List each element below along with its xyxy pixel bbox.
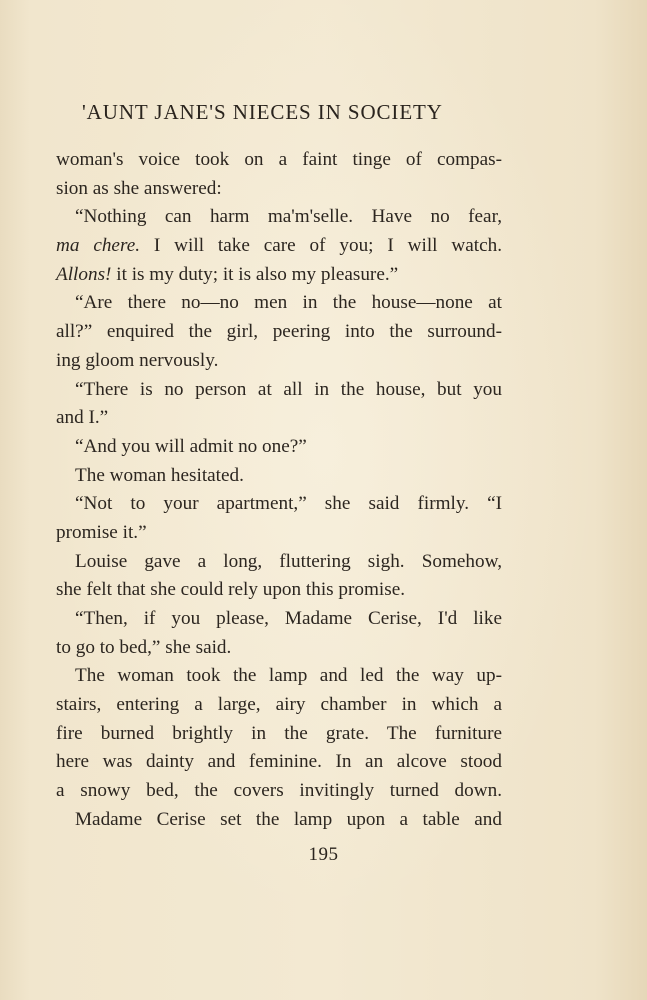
text-line: “Are there no—no men in the house—none at (75, 292, 502, 314)
text-line: woman's voice took on a faint tinge of compas- (56, 149, 502, 170)
text-line: here was dainty and feminine. In an alcove stood (56, 751, 502, 773)
text-line (56, 232, 502, 261)
text-line: and I.” (56, 407, 109, 429)
text-line: Madame Cerise set the lamp upon a table and (75, 808, 502, 830)
text-line: “Not to your apartment,” she said firmly. “I (75, 493, 502, 515)
text-line: “Nothing can harm ma'm'selle. Have no fear, (75, 206, 502, 228)
body-text (56, 146, 502, 835)
text-run: it is my duty; it is also my pleasure.” (111, 263, 399, 285)
text-line: to go to bed,” she said. (56, 636, 232, 658)
text-line: ing gloom nervously. (56, 349, 219, 371)
italic-text: ma chere. (56, 235, 141, 257)
text-line: “Then, if you please, Madame Cerise, I'd like (75, 608, 502, 629)
text-line: The woman hesitated. (75, 464, 244, 486)
text-line: all?” enquired the girl, peering into the surround- (56, 321, 502, 343)
text-run: I will take care of you; I will watch. (140, 235, 502, 257)
text-line: “And you will admit no one?” (75, 435, 307, 457)
text-line: promise it.” (56, 521, 147, 543)
text-line: Louise gave a long, fluttering sigh. Somehow, (75, 550, 502, 572)
page-number: 195 (308, 844, 339, 865)
running-head: 'AUNT JANE'S NIECES IN SOCIETY (82, 100, 443, 124)
text-line: a snowy bed, the covers invitingly turned down. (56, 780, 502, 802)
text-line: stairs, entering a large, airy chamber in which a (56, 694, 502, 716)
text-line (56, 261, 502, 290)
italic-text: Allons! (56, 263, 112, 285)
text-line: she felt that she could rely upon this promise. (56, 579, 406, 601)
text-line: fire burned brightly in the grate. The furniture (56, 722, 502, 744)
text-line: The woman took the lamp and led the way up- (75, 665, 502, 687)
text-line: sion as she answered: (56, 177, 222, 199)
text-line: “There is no person at all in the house, but you (75, 378, 502, 400)
